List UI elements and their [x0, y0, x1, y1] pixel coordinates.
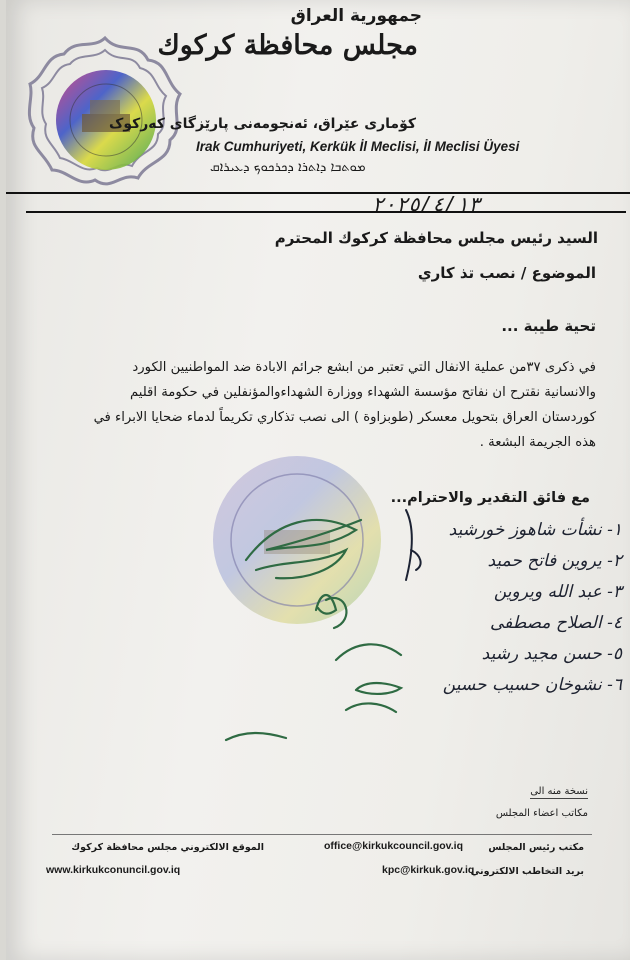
state-title: جمهورية العراق — [290, 6, 422, 26]
turkish-title: Irak Cumhuriyeti, Kerkük İl Meclisi, İl Meclisi Üyesi — [196, 139, 520, 154]
body-line: والانسانية نقترح ان نفاتح مؤسسة الشهداء ووزارة الشهداءوالمؤنفلين في حكومة اقليم — [129, 385, 596, 400]
signatory-name: ٢- يروين فاتح حميد — [487, 551, 622, 571]
header-rule-bottom — [26, 211, 626, 213]
office-email[interactable]: office@kirkukcouncil.gov.iq — [324, 840, 463, 852]
signatory-name: ٥- حسن مجيد رشيد — [481, 644, 622, 664]
closing-line: مع فائق التقدير والاحترام... — [390, 490, 590, 506]
website-link[interactable]: www.kirkukconuncil.gov.iq — [46, 864, 181, 876]
body-line: هذه الجريمة البشعة . — [479, 435, 596, 450]
signatory-name: ٤- الصلاح مصطفى — [489, 613, 622, 633]
office-label: مكتب رئيس المجلس — [488, 842, 584, 853]
copy-to-title: نسخة منه الى — [530, 786, 588, 797]
letter-page — [6, 0, 630, 960]
addressee: السيد رئيس مجلس محافظة كركوك المحترم — [274, 229, 598, 247]
greeting: تحية طيبة ... — [501, 317, 596, 335]
signatory-name: ١- نشأت شاهوز خورشيد — [448, 520, 622, 540]
kurdish-title: کۆماری عێراق، ئەنجومەنی پارێزگای کەرکوک — [108, 116, 416, 132]
footer-rule — [52, 834, 592, 835]
signatory-name: ٦- نشوخان حسيب حسين — [442, 675, 622, 695]
body-line: كوردستان العراق بتحويل معسكر (طوبزاوة ) الى نصب تذكاري تكريماً لدماء ضحايا الابراء في — [93, 410, 596, 425]
header-rule-top — [6, 192, 630, 194]
council-title: مجلس محافظة كركوك — [157, 30, 418, 61]
website-label: الموقع الالكتروني مجلس محافظة كركوك — [71, 842, 264, 853]
signatory-name: ٣- عبد الله ويروين — [493, 582, 622, 602]
body-line: في ذكرى ٣٧من عملية الانفال التي تعتبر من ابشع جرائم الابادة ضد المواطنيين الكورد — [132, 360, 596, 375]
syriac-title: ܡܘܬܒܐ ܕܐܬܪܐ ܕܟܪܟܘܟ ܕܥܝܪܐܩ — [210, 160, 366, 175]
signature-scribbles — [206, 490, 436, 750]
subject-line: الموضوع / نصب تذ كاري — [417, 264, 596, 282]
letter-date: ٢٠٢٥/٤/١٣ — [372, 192, 481, 216]
email-label: بريد التخاطب الالكتروني — [470, 866, 584, 877]
copy-to-item: مكاتب اعضاء المجلس — [495, 808, 588, 819]
kpc-email[interactable]: kpc@kirkuk.gov.iq — [382, 864, 475, 876]
